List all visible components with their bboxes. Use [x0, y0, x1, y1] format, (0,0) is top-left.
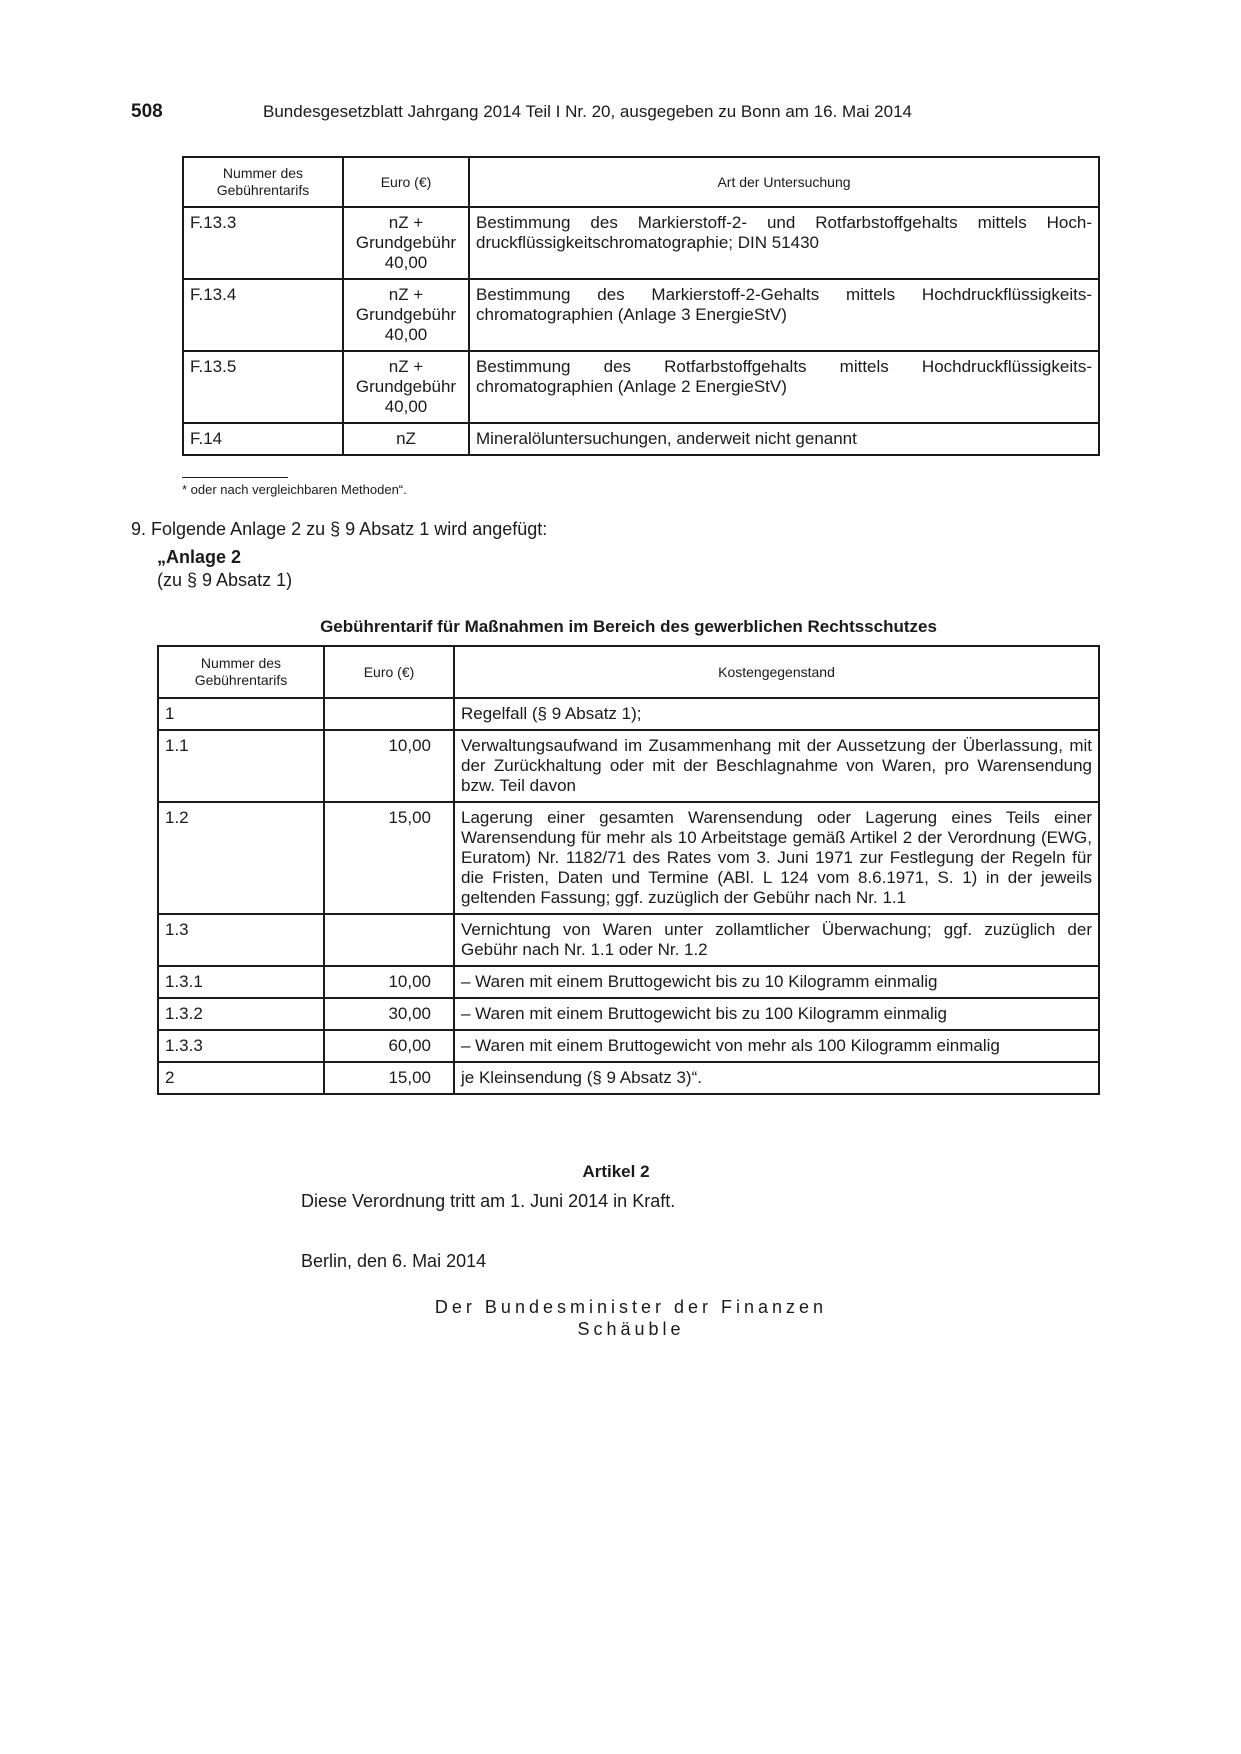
row-number: 1.3 — [158, 914, 324, 966]
row-euro: nZ + Grundgebühr 40,00 — [343, 207, 469, 279]
footnote: * oder nach vergleichbaren Methoden“. — [182, 482, 407, 497]
row-number: 1.3.2 — [158, 998, 324, 1030]
running-title: Bundesgesetzblatt Jahrgang 2014 Teil I Nr. 20, ausgegeben zu Bonn am 16. Mai 2014 — [263, 102, 912, 121]
row-euro: 15,00 — [324, 1062, 454, 1094]
table-row — [158, 802, 1099, 914]
column-header-number: Nummer des Gebührentarifs — [183, 157, 343, 207]
row-euro: 10,00 — [324, 966, 454, 998]
row-description: je Kleinsendung (§ 9 Absatz 3)“. — [454, 1062, 1099, 1094]
table-row — [183, 279, 1099, 351]
row-number: F.14 — [183, 423, 343, 455]
row-number: 1.2 — [158, 802, 324, 914]
row-number: F.13.3 — [183, 207, 343, 279]
signatory-name: Schäuble — [577, 1319, 685, 1339]
list-item-9: 9. Folgende Anlage 2 zu § 9 Absatz 1 wird angefügt: — [131, 519, 548, 539]
row-description: – Waren mit einem Bruttogewicht von mehr als 100 Kilogramm einmalig — [454, 1030, 1099, 1062]
column-header-euro: Euro (€) — [324, 646, 454, 698]
row-euro — [324, 914, 454, 966]
signatory-title: Der Bundesminister der Finanzen — [434, 1297, 828, 1317]
anlage-title: „Anlage 2 — [157, 547, 242, 567]
row-number: F.13.4 — [183, 279, 343, 351]
table-row — [158, 698, 1099, 730]
table-row — [183, 351, 1099, 423]
page-header — [131, 101, 1101, 127]
row-euro: nZ + Grundgebühr 40,00 — [343, 279, 469, 351]
artikel-text: Diese Verordnung tritt am 1. Juni 2014 in Kraft. — [301, 1191, 676, 1211]
table-row — [158, 998, 1099, 1030]
table-header-row — [183, 157, 1099, 207]
table-header-row — [158, 646, 1099, 698]
table-row — [158, 966, 1099, 998]
row-number: 2 — [158, 1062, 324, 1094]
row-number: 1.3.3 — [158, 1030, 324, 1062]
row-euro: 10,00 — [324, 730, 454, 802]
fee-table-1 — [182, 156, 1100, 456]
column-header-description: Art der Untersuchung — [469, 157, 1099, 207]
row-description: Regelfall (§ 9 Absatz 1); — [454, 698, 1099, 730]
row-description: Mineralöluntersuchungen, anderweit nicht genannt — [469, 423, 1099, 455]
anlage-reference: (zu § 9 Absatz 1) — [157, 570, 293, 590]
row-euro — [324, 698, 454, 730]
column-header-euro: Euro (€) — [343, 157, 469, 207]
row-description: Vernichtung von Waren unter zollamtlicher Überwachung; ggf. zuzüglich der Gebühr nach Nr. 1.1 oder Nr. 1.2 — [454, 914, 1099, 966]
row-euro: nZ — [343, 423, 469, 455]
column-header-description: Kostengegenstand — [454, 646, 1099, 698]
row-description: – Waren mit einem Bruttogewicht bis zu 10 Kilogramm einmalig — [454, 966, 1099, 998]
row-euro: 30,00 — [324, 998, 454, 1030]
table-row — [158, 914, 1099, 966]
row-euro: nZ + Grundgebühr 40,00 — [343, 351, 469, 423]
row-number: F.13.5 — [183, 351, 343, 423]
row-number: 1.3.1 — [158, 966, 324, 998]
row-number: 1.1 — [158, 730, 324, 802]
table-title: Gebührentarif für Maßnahmen im Bereich des gewerblichen Rechtsschutzes — [320, 617, 937, 636]
row-description: – Waren mit einem Bruttogewicht bis zu 100 Kilogramm einmalig — [454, 998, 1099, 1030]
table-row — [183, 207, 1099, 279]
row-description: Lagerung einer gesamten Warensendung oder Lagerung eines Teils einer Warensendung für mehr als 10 Arbeitstage gemäß Artikel 2 der Verordnung (EWG, Euratom) Nr. 1182/71 des Rates vom 3. Juni 1971 zur Festlegung der Regeln für die Fristen, Daten und Termine (ABl. L 124 vom 8.6.1971, S. 1) in der jeweils geltenden Fassung; ggf. zuzüglich der Gebühr nach Nr. 1.1 — [454, 802, 1099, 914]
fee-table-2 — [157, 645, 1100, 1095]
table-row — [158, 1030, 1099, 1062]
table-row — [158, 730, 1099, 802]
artikel-heading: Artikel 2 — [582, 1162, 650, 1181]
row-number: 1 — [158, 698, 324, 730]
footnote-divider — [182, 477, 288, 478]
column-header-number: Nummer des Gebührentarifs — [158, 646, 324, 698]
table-row — [183, 423, 1099, 455]
row-description: Verwaltungsaufwand im Zusammenhang mit der Aussetzung der Überlassung, mit der Zurückhaltung oder mit der Beschlagnahme von Waren, pro Warensendung bzw. Teil davon — [454, 730, 1099, 802]
place-date: Berlin, den 6. Mai 2014 — [301, 1251, 487, 1271]
row-description: Bestimmung des Rotfarbstoffgehalts mittels Hochdruckflüssigkeitschromatographien (Anlage 2 EnergieStV) — [469, 351, 1099, 423]
row-euro: 60,00 — [324, 1030, 454, 1062]
table-row — [158, 1062, 1099, 1094]
row-euro: 15,00 — [324, 802, 454, 914]
row-description: Bestimmung des Markierstoff-2-Gehalts mittels Hochdruckflüssigkeitschromatographien (Anlage 3 EnergieStV) — [469, 279, 1099, 351]
page-number: 508 — [131, 101, 163, 122]
row-description: Bestimmung des Markierstoff-2- und Rotfarbstoffgehalts mittels Hochdruckflüssigkeitschromatographie; DIN 51430 — [469, 207, 1099, 279]
